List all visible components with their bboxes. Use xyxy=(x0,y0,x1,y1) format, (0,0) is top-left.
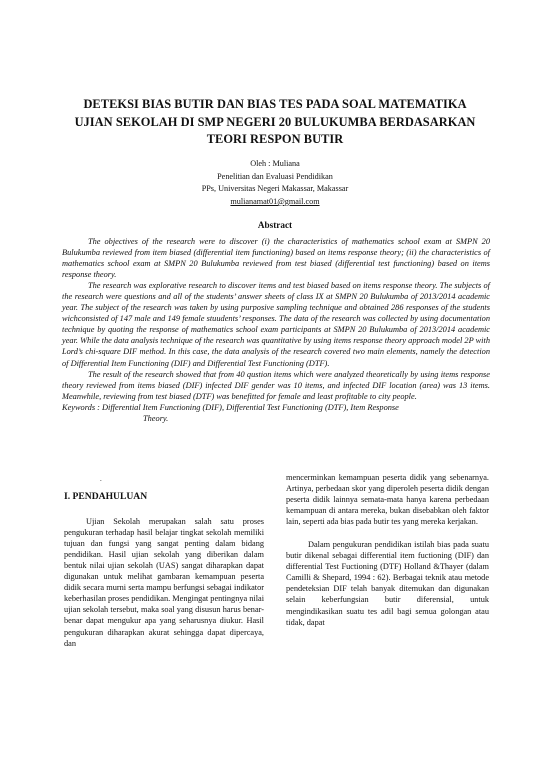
abstract-body xyxy=(62,236,490,424)
abstract-paragraph-3: The result of the research showed that from 40 qustion items which were analyzed theoretically by using items response theory reviewed from items biased (DIF) infected DIF gender was 10 items, and infected DIF location (area) was 13 items. Meanwhile, reviewing from test biased (DTF) was benefitted for female and least profitable to city people. xyxy=(62,369,490,401)
paper-title xyxy=(60,96,490,149)
author-block xyxy=(100,158,450,208)
intro-paragraph-1: Ujian Sekolah merupakan salah satu proses pengukuran terhadap hasil belajar tingkat sekolah memiliki tujuan dan fungsi yang sangat penting dalam bidang pendidikan. Hasil ujian sekolah yang diberikan dalam bentuk nilai ujian sekolah (UAS) sangat diharapkan dapat digunakan untuk melihat gambaran kemampuan peserta didik secara murni serta mampu berfungsi sebagai indikator keberhasilan proses pendidikan. Mengingat pentingnya nilai ujian sekolah tersebut, maka soal yang disusun harus benar-benar dapat mengukur apa yang seharusnya diukur. Hasil pengukuran diharapkan akurat sehingga dapat dipercaya, dan xyxy=(64,517,264,648)
left-column xyxy=(64,491,264,649)
author-email-link[interactable]: mulianamat01@gmail.com xyxy=(230,196,320,206)
stray-dot: . xyxy=(100,475,102,483)
abstract-heading: Abstract xyxy=(257,220,293,230)
right-column xyxy=(286,472,489,628)
keywords-line: Keywords : Differential Item Functioning (DIF), Differential Test Functioning (DTF), Item Response xyxy=(62,402,399,412)
title-line-1: DETEKSI BIAS BUTIR DAN BIAS TES PADA SOAL MATEMATIKA xyxy=(83,97,467,111)
abstract-paragraph-1: The objectives of the research were to discover (i) the characteristics of mathematics school exam at SMPN 20 Bulukumba reviewed from item biased (differential item functioning) based on items response theory; (ii) the characteristics of mathematics school exam at SMPN 20 Bulukumba reviewed from test biased (differential test functioning) based on items response theory. xyxy=(62,237,490,280)
section-heading: I. PENDAHULUAN xyxy=(64,491,148,502)
author-affiliation: PPs, Universitas Negeri Makassar, Makassar xyxy=(201,184,349,194)
intro-paragraph-3: Dalam pengukuran pendidikan istilah bias pada suatu butir dikenal sebagai differential item fuctioning (DIF) dan differential Test Fuctioning (DTF) Holland &Thayer (dalam Camilli & Shepard, 1994 : 62). Berbagai teknik atau metode pendeteksian DIF telah banyak ditemukan dan digunakan selain keberfungsian butir diferensial, untuk mengindikasikan suatu tes adil bagi semua golongan atau tidak, dapat xyxy=(286,540,489,627)
author-name: Oleh : Muliana xyxy=(250,159,300,168)
keywords-continued: Theory. xyxy=(143,413,169,423)
author-dept: Penelitian dan Evaluasi Pendidikan xyxy=(217,171,333,181)
intro-paragraph-2: mencerminkan kemampuan peserta didik yang sebenarnya. Artinya, perbedaan skor yang diperoleh peserta didik dengan peserta didik lainnya semata-mata hanya karena perbedaan kemampuan di antara mereka, bukan disebabkan oleh faktor lain, seperti ada bias pada butir tes yang mereka kerjakan. xyxy=(286,473,489,527)
paragraph-gap xyxy=(286,527,489,539)
abstract-paragraph-2: The research was explorative research to discover items and test biased based on items response theory. The subjects of the research were questions and all of the students’ answer sheets of class IX at SMPN 20 Bulukumba of 2013/2014 academic year. The subject of the research was taken by using purposive sampling technique and obtained 286 responses of the students wichconsisted of 147 male and 149 female stuudents’ responses. The data of the research was collected by using documentation technique by quoting the response of mathematics school exam participants at SMPN 20 Bulukumba of 2013/2014 academic year. While the data analysis technique of the research was quantitative by using items response theory approach model 2P with Lord’s chi-square DIF method. In this case, the data analysis of the research covered two main elements, namely the detection of Differential Item Functioning (DIF) and Differential Test Functioning (DTF). xyxy=(62,281,490,368)
title-line-2: UJIAN SEKOLAH DI SMP NEGERI 20 BULUKUMBA BERDASARKAN xyxy=(74,114,476,129)
title-line-3: TEORI RESPON BUTIR xyxy=(206,132,344,146)
